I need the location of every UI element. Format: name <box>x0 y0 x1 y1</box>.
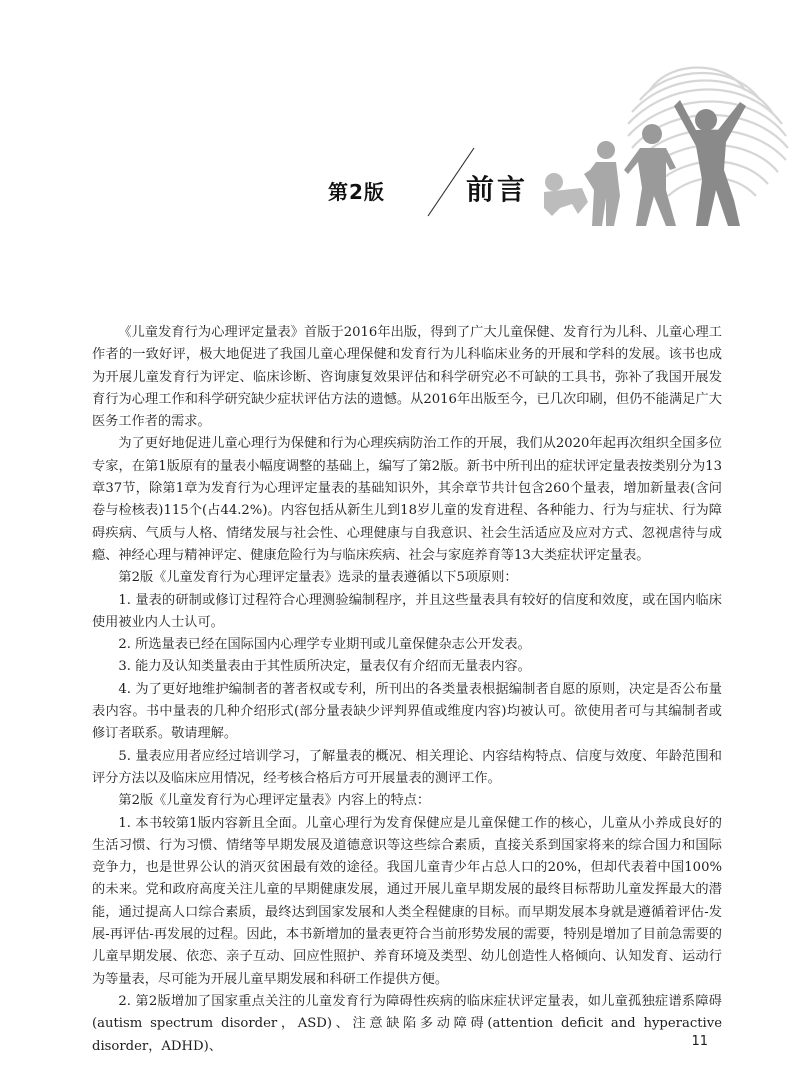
paragraph: 《儿童发育行为心理评定量表》首版于2016年出版，得到了广大儿童保健、发育行为儿科、儿童心理工作者的一致好评，极大地促进了我国儿童心理保健和发育行为儿科临床业务的开展和学科的发展。该书也成为开展儿童发育行为评定、临床诊断、咨询康复效果评估和科学研究必不可缺的工具书，弥补了我国开展发育行为心理工作和科学研究缺少症状评估方法的遗憾。从2016年出版至今，已几次印刷，但仍不能满足广大医务工作者的需求。 <box>92 325 722 430</box>
page-title: 前言 <box>466 173 529 206</box>
paragraph: 第2版《儿童发育行为心理评定量表》内容上的特点： <box>118 793 431 809</box>
children-growth-illustration <box>520 50 800 240</box>
paragraph: 4. 为了更好地维护编制者的著者权或专利，所刊出的各类量表根据编制者自愿的原则，决定是否公布量表内容。书中量表的几种介绍形式(部分量表缺少评判界值或维度内容)均被认可。欲使用者可与其编制者或修订者联系。敬请理解。 <box>92 681 722 742</box>
paragraph: 3. 能力及认知类量表由于其性质所决定，量表仅有介绍而无量表内容。 <box>118 659 531 675</box>
edition-label: 第2版 <box>328 180 385 204</box>
baby-crawling-icon <box>544 173 588 216</box>
paragraph: 5. 量表应用者应经过培训学习，了解量表的概况、相关理论、内容结构特点、信度与效度、年龄范围和评分方法以及临床应用情况，经考核合格后方可开展量表的测评工作。 <box>92 748 722 786</box>
child-jumping-icon <box>674 100 746 226</box>
preface-body <box>92 322 722 1058</box>
paragraph: 为了更好地促进儿童心理行为保健和行为心理疾病防治工作的开展，我们从2020年起再次组织全国多位专家，在第1版原有的量表小幅度调整的基础上，编写了第2版。新书中所刊出的症状评定量表按类别分为13章37节，除第1章为发育行为心理评定量表的基础知识外，其余章节共计包含260个量表，增加新量表(含问卷与检核表)115个(占44.2%)。内容包括从新生儿到18岁儿童的发育进程、各种能力、行为与症状、行为障碍疾病、气质与人格、情绪发展与社会性、心理健康与自我意识、社会生活适应及应对方式、忽视虐待与成瘾、神经心理与精神评定、健康危险行为与临床疾病、社会与家庭养育等13大类症状评定量表。 <box>92 436 722 563</box>
paragraph: 2. 所选量表已经在国际国内心理学专业期刊或儿童保健杂志公开发表。 <box>118 637 531 653</box>
page-number: 11 <box>691 1034 708 1049</box>
paragraph: 第2版《儿童发育行为心理评定量表》选录的量表遵循以下5项原则： <box>118 570 518 586</box>
paragraph: 1. 本书较第1版内容新且全面。儿童心理行为发育保健应是儿童保健工作的核心，儿童从小养成良好的生活习惯、行为习惯、情绪等早期发展及道德意识等这些综合素质，直接关系到国家将来的综合国力和国际竞争力，也是世界公认的消灭贫困最有效的途径。我国儿童青少年占总人口的20%，但却代表着中国100%的未来。党和政府高度关注儿童的早期健康发展，通过开展儿童早期发展的最终目标帮助儿童发挥最大的潜能，通过提高人口综合素质，最终达到国家发展和人类全程健康的目标。而早期发展本身就是遵循着评估-发展-再评估-再发展的过程。因此，本书新增加的量表更符合当前形势发展的需要，特别是增加了目前急需要的儿童早期发展、依恋、亲子互动、回应性照护、养育环境及类型、幼儿创造性人格倾向、认知发育、运动行为等量表，尽可能为开展儿童早期发展和科研工作提供方便。 <box>92 815 722 987</box>
paragraph: 2. 第2版增加了国家重点关注的儿童发育行为障碍性疾病的临床症状评定量表，如儿童孤独症谱系障碍(autism spectrum disorder，ASD)、注意缺陷多动障碍(attention deficit and hyperactive disorder，ADHD)、 <box>92 993 722 1054</box>
toddler-icon <box>584 141 620 226</box>
paragraph: 1. 量表的研制或修订过程符合心理测验编制程序，并且这些量表具有较好的信度和效度，或在国内临床使用被业内人士认可。 <box>92 592 722 630</box>
